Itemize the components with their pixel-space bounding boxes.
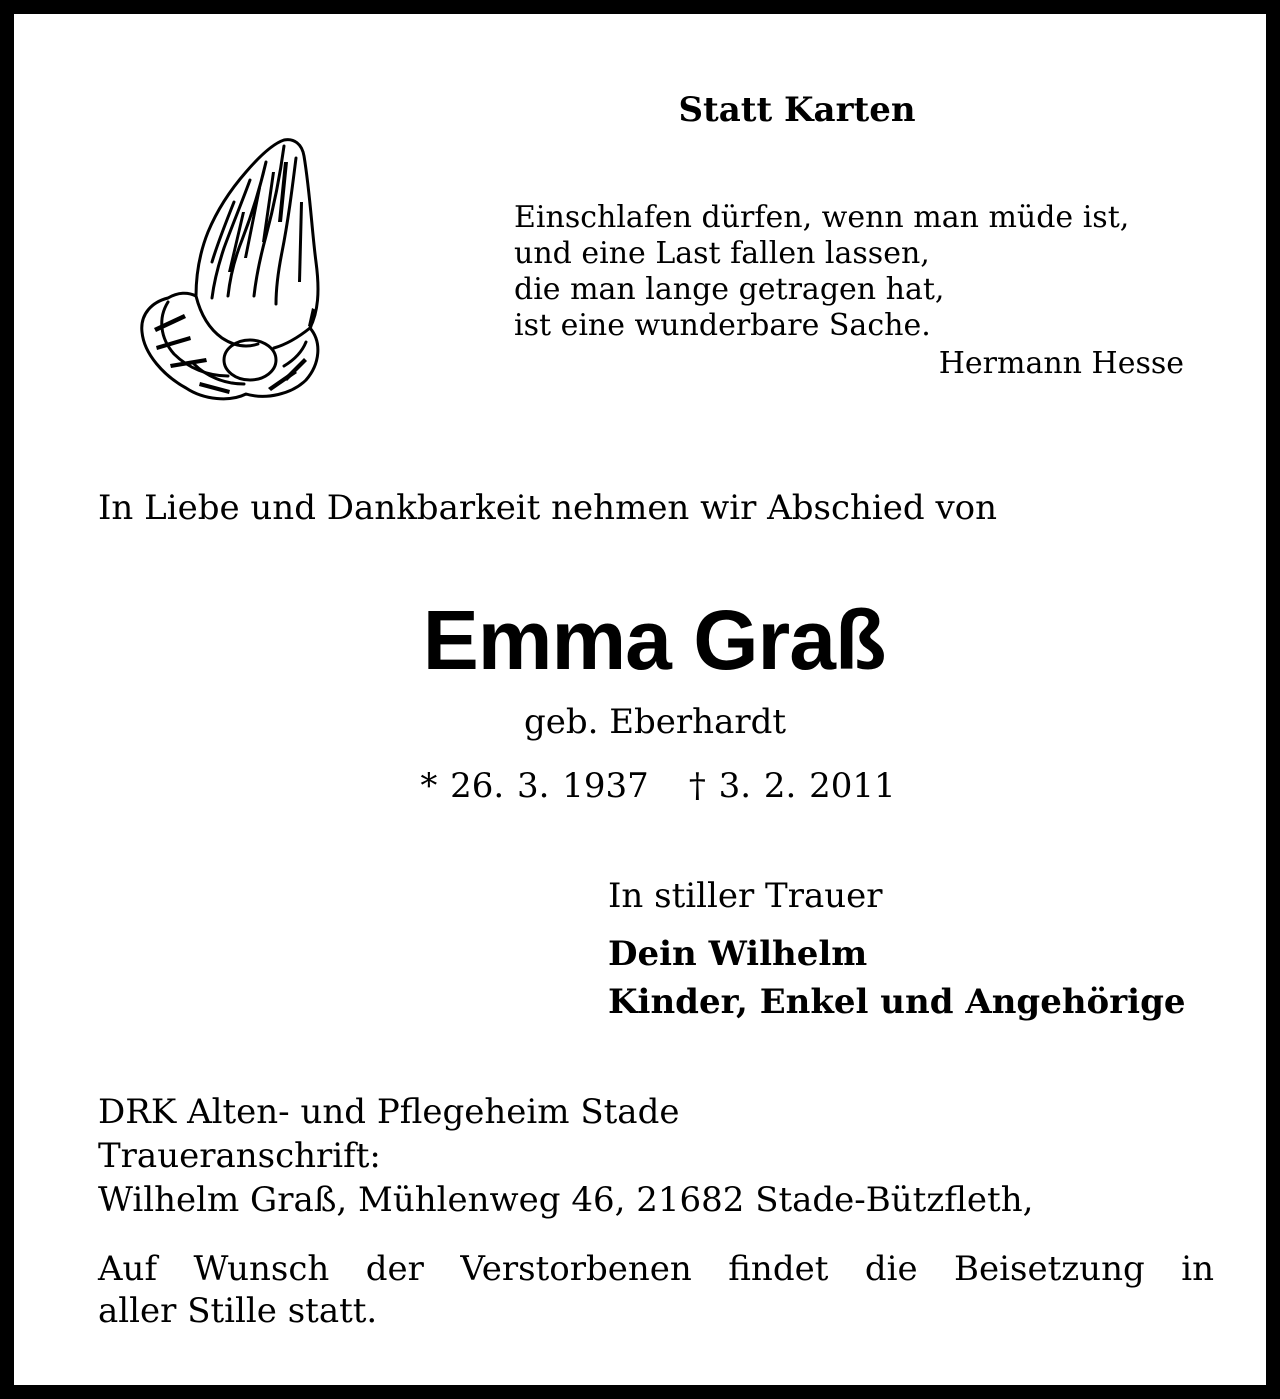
poem-author: Hermann Hesse	[938, 346, 1184, 381]
address-line: Traueranschrift:	[98, 1136, 381, 1176]
burial-note	[98, 1248, 1214, 1332]
praying-hands-icon	[134, 132, 334, 412]
maiden-name: geb. Eberhardt	[523, 702, 787, 742]
header-title: Statt Karten	[678, 90, 916, 130]
poem-line: Einschlafen dürfen, wenn man müde ist,	[514, 200, 1130, 235]
life-dates	[14, 766, 1280, 806]
poem-line: ist eine wunderbare Sache.	[514, 308, 931, 343]
death-date: † 3. 2. 2011	[688, 766, 896, 806]
poem	[514, 200, 1129, 344]
farewell-intro: In Liebe und Dankbarkeit nehmen wir Abschied von	[98, 488, 998, 528]
mourners-intro: In stiller Trauer	[608, 876, 883, 916]
burial-note-line: Auf Wunsch der Verstorbenen findet die Beisetzung in	[98, 1249, 1214, 1289]
birth-date: * 26. 3. 1937	[420, 766, 649, 806]
mourner-line: Dein Wilhelm	[608, 934, 868, 974]
mourning-address	[98, 1090, 1033, 1222]
poem-line: und eine Last fallen lassen,	[514, 236, 930, 271]
mourner-line: Kinder, Enkel und Angehörige	[608, 982, 1186, 1022]
address-line: Wilhelm Graß, Mühlenweg 46, 21682 Stade-Bützfleth,	[98, 1180, 1034, 1220]
address-line: DRK Alten- und Pflegeheim Stade	[98, 1092, 680, 1132]
deceased-name: Emma Graß	[422, 593, 886, 687]
burial-note-line: aller Stille statt.	[98, 1291, 378, 1331]
poem-line: die man lange getragen hat,	[514, 272, 945, 307]
